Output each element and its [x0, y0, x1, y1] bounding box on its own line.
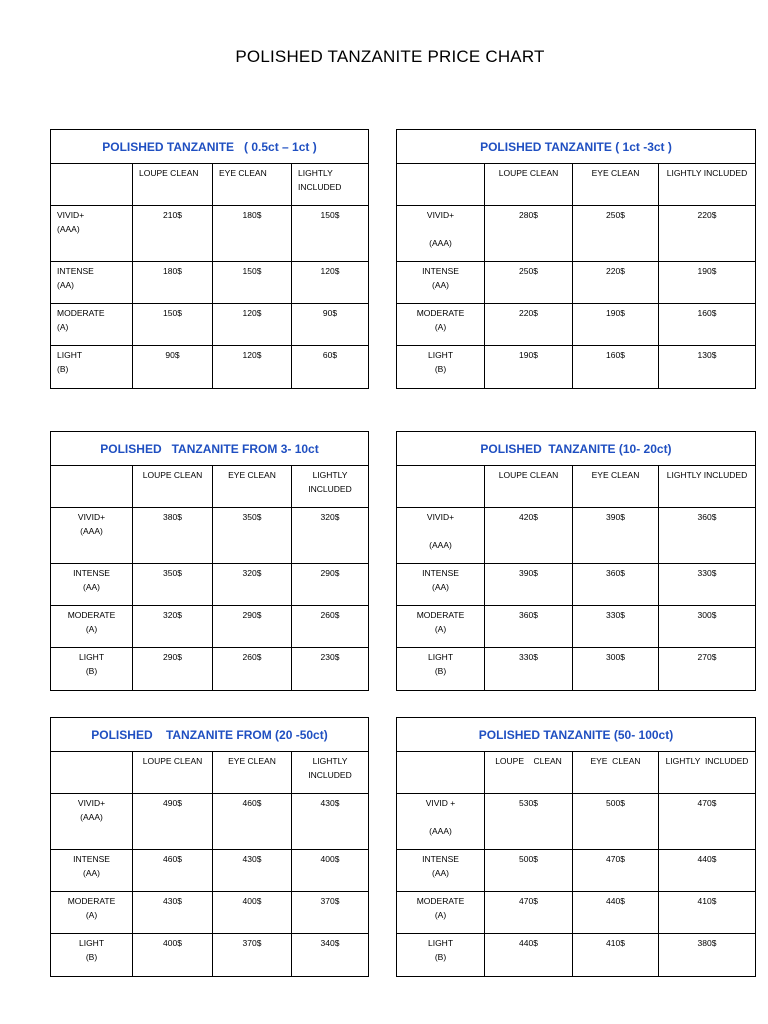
price-cell: 90$	[133, 346, 213, 388]
grade-label: VIVID+ (AAA)	[397, 206, 485, 261]
price-cell: 130$	[697, 350, 717, 360]
col-eye-clean: EYE CLEAN	[573, 752, 659, 793]
table-row	[51, 892, 368, 934]
corner-cell	[51, 752, 133, 793]
price-cell: 150$	[133, 304, 213, 345]
price-cell: 250$	[485, 262, 573, 303]
table-heading: POLISHED TANZANITE (10- 20ct)	[397, 432, 755, 466]
table-row	[397, 892, 755, 934]
price-cell: 430$	[320, 798, 340, 808]
price-cell: 300$	[697, 610, 717, 620]
price-cell: 410$	[697, 896, 717, 906]
price-cell: 190$	[697, 266, 717, 276]
price-cell: 260$	[320, 610, 340, 620]
price-cell: 380$	[133, 508, 213, 563]
column-header-row	[51, 752, 368, 794]
col-lightly-included: LIGHTLY INCLUDED	[298, 168, 342, 192]
corner-cell	[397, 466, 485, 507]
table-row	[397, 508, 755, 564]
price-cell: 390$	[573, 508, 659, 563]
price-cell: 470$	[485, 892, 573, 933]
price-cell: 440$	[573, 892, 659, 933]
col-eye-clean: EYE CLEAN	[213, 752, 292, 793]
table-row	[397, 304, 755, 346]
price-cell: 150$	[213, 262, 292, 303]
table-row	[51, 794, 368, 850]
price-cell: 400$	[320, 854, 340, 864]
price-cell: 460$	[133, 850, 213, 891]
table-row	[51, 206, 368, 262]
table-row	[397, 346, 755, 388]
grade-label: VIVID+ (AAA)	[51, 508, 133, 563]
price-cell: 400$	[213, 892, 292, 933]
price-cell: 430$	[133, 892, 213, 933]
price-cell: 360$	[485, 606, 573, 647]
price-cell: 530$	[485, 794, 573, 849]
price-cell: 180$	[133, 262, 213, 303]
grade-label: INTENSE (AA)	[51, 262, 133, 303]
table-heading: POLISHED TANZANITE (50- 100ct)	[397, 718, 755, 752]
col-eye-clean: EYE CLEAN	[213, 466, 292, 507]
corner-cell	[51, 466, 133, 507]
price-cell: 160$	[697, 308, 717, 318]
price-cell: 500$	[485, 850, 573, 891]
price-cell: 470$	[573, 850, 659, 891]
grade-label: LIGHT (B)	[397, 648, 485, 690]
price-cell: 400$	[133, 934, 213, 976]
col-lightly-included: LIGHTLY INCLUDED	[666, 470, 748, 480]
price-cell: 120$	[320, 266, 340, 276]
grade-label: MODERATE (A)	[397, 892, 485, 933]
price-cell: 150$	[320, 210, 340, 220]
price-cell: 250$	[573, 206, 659, 261]
price-cell: 160$	[573, 346, 659, 388]
price-cell: 90$	[322, 308, 338, 318]
grade-label: MODERATE (A)	[51, 304, 133, 345]
price-table-10-to-20ct	[396, 431, 756, 691]
grade-label: MODERATE (A)	[51, 606, 133, 647]
col-loupe-clean: LOUPE CLEAN	[133, 164, 213, 205]
price-cell: 280$	[485, 206, 573, 261]
price-cell: 220$	[485, 304, 573, 345]
price-cell: 300$	[573, 648, 659, 690]
grade-label: VIVID+ (AAA)	[51, 206, 133, 261]
table-row	[397, 564, 755, 606]
price-table-50-to-100ct	[396, 717, 756, 977]
price-cell: 390$	[485, 564, 573, 605]
grade-label: MODERATE (A)	[397, 304, 485, 345]
grade-label: VIVID + (AAA)	[397, 794, 485, 849]
price-table-1-to-3ct	[396, 129, 756, 389]
grade-label: MODERATE (A)	[51, 892, 133, 933]
grade-label: INTENSE (AA)	[397, 564, 485, 605]
grade-label: LIGHT (B)	[397, 346, 485, 388]
grade-label: LIGHT (B)	[51, 346, 133, 388]
price-cell: 120$	[213, 304, 292, 345]
col-loupe-clean: LOUPE CLEAN	[485, 164, 573, 205]
price-cell: 380$	[697, 938, 717, 948]
col-eye-clean: EYE CLEAN	[213, 164, 292, 205]
column-header-row	[397, 752, 755, 794]
table-row	[51, 564, 368, 606]
price-cell: 290$	[320, 568, 340, 578]
price-cell: 290$	[213, 606, 292, 647]
price-cell: 340$	[320, 938, 340, 948]
price-cell: 260$	[213, 648, 292, 690]
table-row	[397, 794, 755, 850]
price-cell: 220$	[573, 262, 659, 303]
table-row	[51, 262, 368, 304]
grade-label: VIVID+ (AAA)	[397, 508, 485, 563]
price-cell: 190$	[573, 304, 659, 345]
price-cell: 490$	[133, 794, 213, 849]
price-cell: 360$	[573, 564, 659, 605]
table-row	[397, 934, 755, 976]
col-loupe-clean: LOUPE CLEAN	[133, 752, 213, 793]
corner-cell	[397, 752, 485, 793]
column-header-row	[51, 466, 368, 508]
col-lightly-included: LIGHTLY INCLUDED	[665, 756, 749, 766]
price-cell: 440$	[485, 934, 573, 976]
price-cell: 330$	[485, 648, 573, 690]
price-cell: 420$	[485, 508, 573, 563]
col-loupe-clean: LOUPE CLEAN	[133, 466, 213, 507]
table-row	[51, 934, 368, 976]
col-eye-clean: EYE CLEAN	[573, 466, 659, 507]
col-lightly-included: LIGHTLY INCLUDED	[666, 168, 748, 178]
price-cell: 330$	[697, 568, 717, 578]
grade-label: INTENSE (AA)	[51, 850, 133, 891]
price-cell: 500$	[573, 794, 659, 849]
table-row	[51, 606, 368, 648]
table-row	[397, 850, 755, 892]
price-cell: 220$	[697, 210, 717, 220]
col-eye-clean: EYE CLEAN	[573, 164, 659, 205]
price-cell: 350$	[213, 508, 292, 563]
table-row	[51, 346, 368, 388]
grade-label: INTENSE (AA)	[51, 564, 133, 605]
price-cell: 190$	[485, 346, 573, 388]
price-table-3-to-10ct	[50, 431, 369, 691]
grade-label: LIGHT (B)	[51, 934, 133, 976]
column-header-row	[51, 164, 368, 206]
column-header-row	[397, 164, 755, 206]
price-cell: 360$	[697, 512, 717, 522]
grade-label: MODERATE (A)	[397, 606, 485, 647]
price-cell: 320$	[320, 512, 340, 522]
price-table-20-to-50ct	[50, 717, 369, 977]
corner-cell	[51, 164, 133, 205]
price-cell: 350$	[133, 564, 213, 605]
price-cell: 180$	[213, 206, 292, 261]
price-cell: 470$	[697, 798, 717, 808]
price-cell: 320$	[133, 606, 213, 647]
table-heading: POLISHED TANZANITE FROM 3- 10ct	[51, 432, 368, 466]
grade-label: INTENSE (AA)	[397, 850, 485, 891]
table-row	[51, 850, 368, 892]
col-lightly-included: LIGHTLY INCLUDED	[308, 756, 352, 780]
grade-label: LIGHT (B)	[397, 934, 485, 976]
price-cell: 330$	[573, 606, 659, 647]
price-cell: 60$	[322, 350, 338, 360]
table-row	[397, 648, 755, 690]
page-title: POLISHED TANZANITE PRICE CHART	[235, 47, 545, 66]
price-cell: 210$	[133, 206, 213, 261]
table-heading: POLISHED TANZANITE ( 0.5ct – 1ct )	[51, 130, 368, 164]
table-heading: POLISHED TANZANITE FROM (20 -50ct)	[51, 718, 368, 752]
table-row	[51, 304, 368, 346]
column-header-row	[397, 466, 755, 508]
col-lightly-included: LIGHTLY INCLUDED	[308, 470, 352, 494]
grade-label: INTENSE (AA)	[397, 262, 485, 303]
grade-label: VIVID+ (AAA)	[51, 794, 133, 849]
price-cell: 370$	[320, 896, 340, 906]
table-heading: POLISHED TANZANITE ( 1ct -3ct )	[397, 130, 755, 164]
price-cell: 230$	[320, 652, 340, 662]
price-cell: 410$	[573, 934, 659, 976]
price-cell: 440$	[697, 854, 717, 864]
table-row	[51, 508, 368, 564]
corner-cell	[397, 164, 485, 205]
price-cell: 320$	[213, 564, 292, 605]
price-cell: 370$	[213, 934, 292, 976]
table-row	[51, 648, 368, 690]
col-loupe-clean: LOUPE CLEAN	[485, 752, 573, 793]
table-row	[397, 606, 755, 648]
price-cell: 460$	[213, 794, 292, 849]
table-row	[397, 206, 755, 262]
col-loupe-clean: LOUPE CLEAN	[485, 466, 573, 507]
price-cell: 270$	[697, 652, 717, 662]
price-cell: 430$	[213, 850, 292, 891]
grade-label: LIGHT (B)	[51, 648, 133, 690]
table-row	[397, 262, 755, 304]
price-table-0-5-to-1ct	[50, 129, 369, 389]
price-cell: 290$	[133, 648, 213, 690]
price-cell: 120$	[213, 346, 292, 388]
